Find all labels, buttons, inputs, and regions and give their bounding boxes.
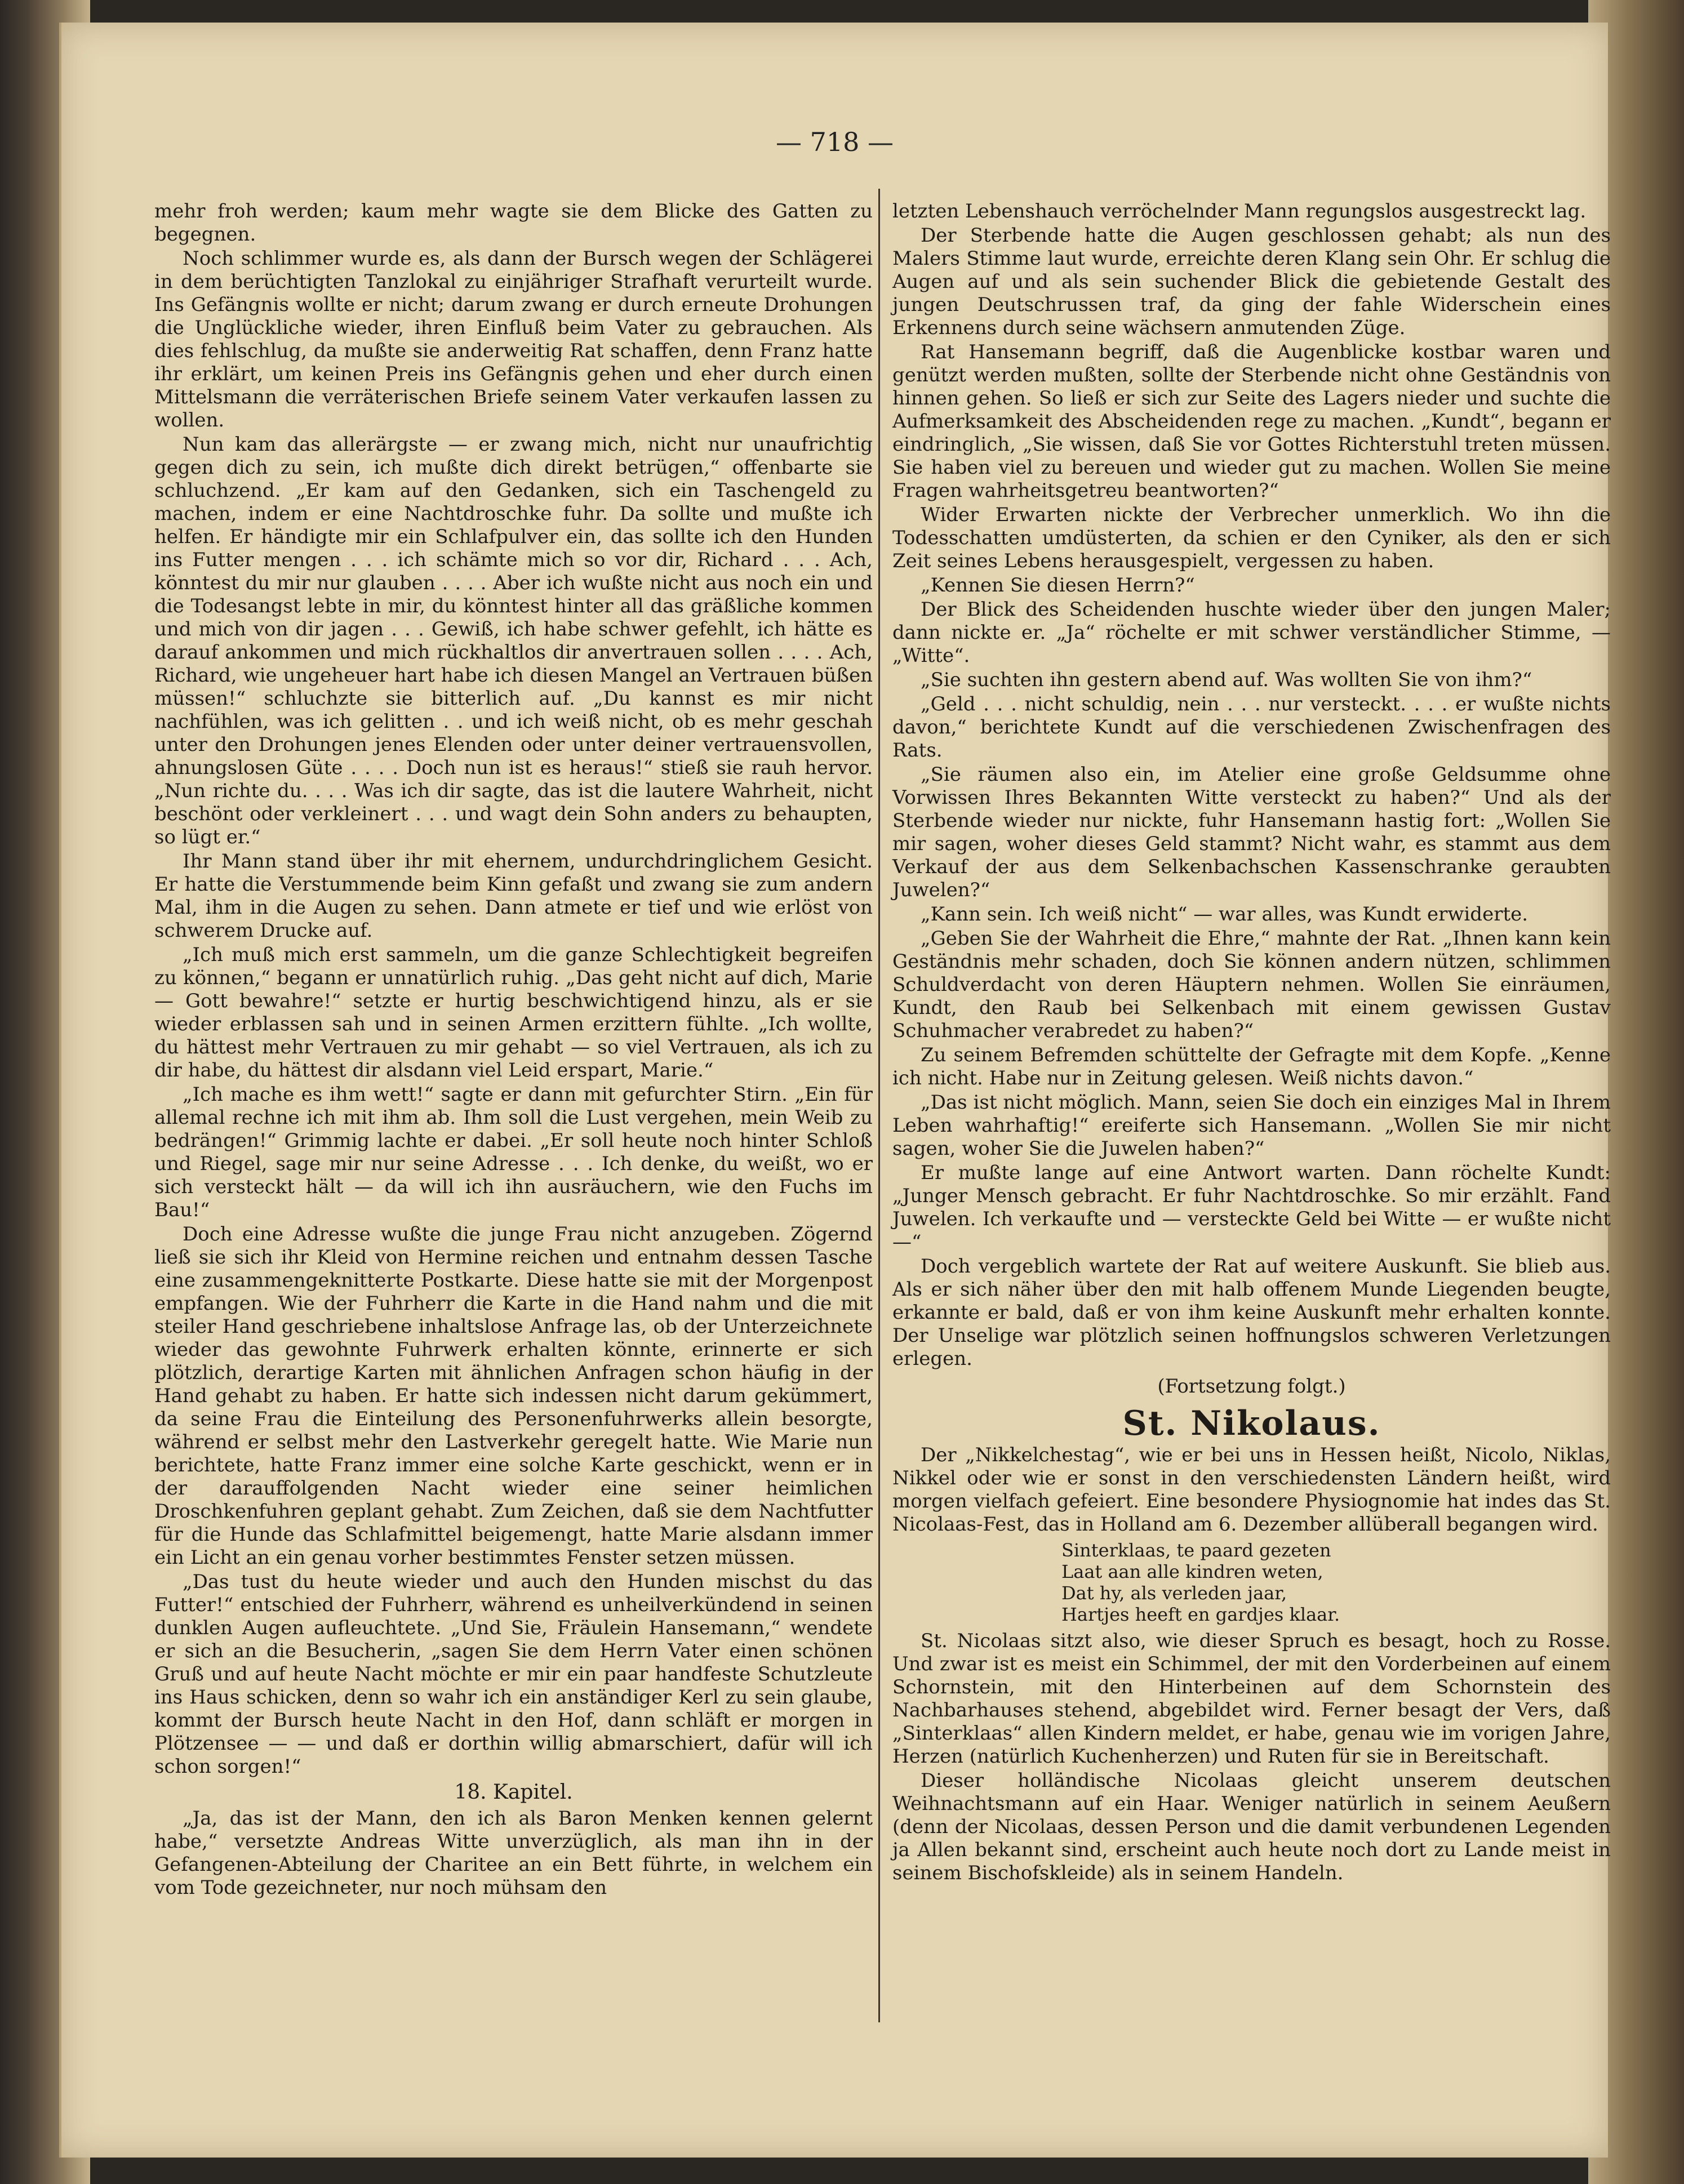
paragraph: „Das ist nicht möglich. Mann, seien Sie doch ein einziges Mal in Ihrem Leben wahrhaftig!“ ereiferte sich Hansemann. „Wollen Sie mir nicht sagen, woher Sie die Juwelen haben?“ <box>892 1091 1611 1160</box>
verse-line: Laat aan alle kindren weten, <box>1061 1561 1323 1582</box>
paragraph: „Sie suchten ihn gestern abend auf. Was wollten Sie von ihm?“ <box>921 669 1532 691</box>
paragraph: „Ich mache es ihm wett!“ sagte er dann mit gefurchter Stirn. „Ein für allemal rechne ich mit ihm ab. Ihm soll die Lust vergehen, mein Weib zu bedrängen!“ Grimmig lachte er dabei. „Er soll heute noch hinter Schloß und Riegel, sage mir nur seine Adresse . . . Ich denke, du weißt, wo er sich versteckt hält — da will ich ihn ausräuchern, wie den Fuchs im Bau!“ <box>154 1083 873 1221</box>
paragraph: St. Nicolaas sitzt also, wie dieser Spruch es besagt, hoch zu Rosse. Und zwar ist es meist ein Schimmel, der mit den Vorderbeinen auf einem Schornstein, mit den Hinterbeinen auf dem Schornstein des Nachbarhauses stehend, abgebildet wird. Ferner besagt der Vers, daß „Sinterklaas“ allen Kindern meldet, er habe, genau wie im vorigen Jahre, Herzen (natürlich Kuchenherzen) und Ruten für sie in Bereitschaft. <box>892 1630 1611 1768</box>
paragraph: Der Blick des Scheidenden huschte wieder über den jungen Maler; dann nickte er. „Ja“ röchelte er mit schwer verständlicher Stimme, — „Witte“. <box>892 598 1611 667</box>
paragraph: mehr froh werden; kaum mehr wagte sie dem Blicke des Gatten zu begegnen. <box>154 200 873 246</box>
paragraph: „Das tust du heute wieder und auch den Hunden mischst du das Futter!“ entschied der Fuhrherr, während es unheilverkündend in seinen dunklen Augen aufleuchtete. „Und Sie, Fräulein Hansemann,“ wendete er sich an die Besucherin, „sagen Sie dem Herrn Vater einen schönen Gruß und auf heute Nacht möchte er mir ein paar handfeste Schutzleute ins Haus schicken, denn so wahr ich ein anständiger Kerl zu sein glaube, kommt der Bursch heute Nacht in den Hof, dann schläft er morgen in Plötzensee — — und daß er dorthin willig abmarschiert, dafür will ich schon sorgen!“ <box>154 1571 873 1778</box>
article-intro <box>892 1444 1611 1536</box>
paragraph: „Ja, das ist der Mann, den ich als Baron Menken kennen gelernt habe,“ versetzte Andreas Witte unverzüglich, als man ihn in der Gefangenen-Abteilung der Charitee an ein Bett führte, in welchem ein vom Tode gezeichneter, nur noch mühsam den <box>154 1807 873 1899</box>
paragraph: Dieser holländische Nicolaas gleicht unserem deutschen Weihnachtsmann auf ein Haar. Weniger natürlich in seinem Aeußern (denn der Nicolaas, dessen Person und die damit verbundenen Legenden ja Allen bekannt sind, erscheint auch heute noch dort zu Lande meist in seinem Bischofskleide) als in seinem Handeln. <box>892 1769 1611 1884</box>
paragraph: Nun kam das allerärgste — er zwang mich, nicht nur unaufrichtig gegen dich zu sein, ich mußte dich direkt betrügen,“ offenbarte sie schluchzend. „Er kam auf den Gedanken, sich ein Taschengeld zu machen, indem er eine Nachtdroschke fuhr. Da sollte und mußte ich helfen. Er händigte mir ein Schlafpulver ein, das sollte ich den Hunden ins Futter mengen . . . ich schämte mich so vor dir, Richard . . . Ach, könntest du mir nur glauben . . . . Aber ich wußte nicht aus noch ein und die Todesangst lebte in mir, du könntest hinter all das gräßliche kommen und mich von dir jagen . . . Gewiß, ich habe schwer gefehlt, ich hätte es darauf ankommen und mich rückhaltlos dir anvertrauen sollen . . . . Ach, Richard, wie ungeheuer hart habe ich diesen Mangel an Vertrauen büßen müssen!“ schluchzte sie bitterlich auf. „Du kannst es mir nicht nachfühlen, was ich gelitten . . und ich weiß nicht, ob es mehr geschah unter den Drohungen jenes Elenden oder unter deiner vertrauensvollen, ahnungslosen Güte . . . . Doch nun ist es heraus!“ stieß sie rauh hervor. „Nun richte du. . . . Was ich dir sagte, das ist die lautere Wahrheit, nicht beschönt oder verkleinert . . . und wagt dein Sohn anders zu behaupten, so lügt er.“ <box>154 433 873 848</box>
paragraph: „Kann sein. Ich weiß nicht“ — war alles, was Kundt erwiderte. <box>921 903 1529 926</box>
verse-line: Dat hy, als verleden jaar, <box>1061 1582 1287 1604</box>
left-column <box>154 200 873 1901</box>
left-column-chapter-text <box>154 1807 873 1900</box>
paragraph: Der „Nikkelchestag“, wie er bei uns in Hessen heißt, Nicolo, Niklas, Nikkel oder wie er sonst in den verschiedensten Ländern heißt, wird morgen vielfach gefeiert. Eine besondere Physiognomie hat indes das St. Nicolaas-Fest, das in Holland am 6. Dezember allüberall begangen wird. <box>892 1444 1611 1536</box>
paragraph: Er mußte lange auf eine Antwort warten. Dann röchelte Kundt: „Junger Mensch gebracht. Er fuhr Nachtdroschke. So mir erzählt. Fand Juwelen. Ich verkaufte und — versteckte Geld bei Witte — er wußte nicht —“ <box>892 1162 1611 1253</box>
paragraph: Doch vergeblich wartete der Rat auf weitere Auskunft. Sie blieb aus. Als er sich näher über den mit halb offenem Munde Liegenden beugte, erkannte er bald, daß er von ihm keine Auskunft mehr erhalten konnte. Der Unselige war plötzlich seinen hoffnungslos schweren Verletzungen erlegen. <box>892 1255 1611 1370</box>
paragraph: Zu seinem Befremden schüttelte der Gefragte mit dem Kopfe. „Kenne ich nicht. Habe nur in Zeitung gelesen. Weiß nichts davon.“ <box>892 1044 1611 1089</box>
paragraph: Rat Hansemann begriff, daß die Augenblicke kostbar waren und genützt werden mußten, sollte der Sterbende nicht ohne Geständnis von hinnen gehen. So ließ er sich zur Seite des Lagers nieder und suchte die Aufmerksamkeit des Abscheidenden rege zu machen. „Kundt“, begann er eindringlich, „Sie wissen, daß Sie vor Gottes Richterstuhl treten müssen. Sie haben viel zu bereuen und wieder gut zu machen. Wollen Sie meine Fragen wahrheitsgetreu beantworten?“ <box>892 341 1611 502</box>
right-column-paragraphs <box>892 200 1611 1371</box>
verse-line: Sinterklaas, te paard gezeten <box>1061 1540 1331 1561</box>
continuation-note: (Fortsetzung folgt.) <box>1157 1375 1346 1398</box>
paragraph: Noch schlimmer wurde es, als dann der Bursch wegen der Schlägerei in dem berüchtigten Tanzlokal zu einjähriger Strafhaft verurteilt wurde. Ins Gefängnis wollte er nicht; darum zwang er durch erneute Drohungen die Unglückliche wieder, ihren Einfluß beim Vater zu gebrauchen. Als dies fehlschlug, da mußte sie anderweitig Rat schaffen, denn Franz hatte ihr erklärt, um keinen Preis ins Gefängnis gehen und eher durch einen Mittelsmann die verräterischen Briefe seinem Vater verkaufen lassen zu wollen. <box>154 247 873 432</box>
paragraph: „Geben Sie der Wahrheit die Ehre,“ mahnte der Rat. „Ihnen kann kein Geständnis mehr schaden, doch Sie können andern nützen, schlimmen Schuldverdacht von deren Häuptern nehmen. Wollen Sie einräumen, Kundt, den Raub bei Selkenbach mit einem gewissen Gustav Schuhmacher verabredet zu haben?“ <box>892 927 1611 1042</box>
paragraph: „Sie räumen also ein, im Atelier eine große Geldsumme ohne Vorwissen Ihres Bekannten Witte versteckt zu haben?“ Und als der Sterbende wieder nur nickte, fuhr Hansemann hastig fort: „Wollen Sie mir sagen, woher dieses Geld stammt? Nicht wahr, es stammt aus dem Verkauf der aus dem Selkenbachschen Kassenschranke geraubten Juwelen?“ <box>892 763 1611 901</box>
paragraph: „Kennen Sie diesen Herrn?“ <box>921 574 1195 597</box>
paragraph: Ihr Mann stand über ihr mit ehernem, undurchdringlichem Gesicht. Er hatte die Verstummende beim Kinn gefaßt und zwang sie zum andern Mal, ihm in die Augen zu sehen. Dann atmete er tief und wie erlöst von schwerem Drucke auf. <box>154 850 873 942</box>
page-number: — 718 — <box>775 127 894 157</box>
column-divider <box>878 189 880 2022</box>
paragraph: „Geld . . . nicht schuldig, nein . . . nur versteckt. . . . er wußte nichts davon,“ berichtete Kundt auf die verschiedenen Zwischenfragen des Rats. <box>892 693 1611 762</box>
right-column <box>892 200 1611 1886</box>
paragraph: Doch eine Adresse wußte die junge Frau nicht anzugeben. Zögernd ließ sie sich ihr Kleid von Hermine reichen und entnahm dessen Tasche eine zusammengeknitterte Postkarte. Diese hatte sie mit der Morgenpost empfangen. Wie der Fuhrherr die Karte in die Hand nahm und die mit steiler Hand geschriebene inhaltslose Anfrage las, ob der Unterzeichnete wieder das gewohnte Fuhrwerk erhalten könnte, erinnerte er sich plötzlich, derartige Karten mit ähnlichen Anfragen schon häufig in der Hand gehabt zu haben. Er hatte sich indessen nicht darum gekümmert, da seine Frau die Einteilung des Personenfuhrwerks allein besorgte, während er selbst mehr den Lastverkehr geregelt hatte. Wie Marie nun berichtete, hatte Franz immer eine solche Karte geschickt, wenn er in der darauffolgenden Nacht wieder eine seiner heimlichen Droschkenfuhren geplant gehabt. Zum Zeichen, daß sie dem Nachtfutter für die Hunde das Schlafmittel beigemengt, hatte Marie alsdann immer ein Licht an ein genau vorher bestimmtes Fenster setzen müssen. <box>154 1223 873 1569</box>
paragraph: Wider Erwarten nickte der Verbrecher unmerklich. Wo ihn die Todesschatten umdüsterten, da schien er den Cyniker, als den er sich Zeit seines Lebens herausgespielt, vergessen zu haben. <box>892 504 1611 572</box>
paragraph: letzten Lebenshauch verröchelnder Mann regungslos ausgestreckt lag. <box>892 200 1587 223</box>
article-body <box>892 1630 1611 1885</box>
newspaper-page <box>59 23 1611 2158</box>
article-title: St. Nikolaus. <box>1122 1404 1381 1443</box>
left-column-paragraphs <box>154 200 873 1778</box>
verse-line: Hartjes heeft en gardjes klaar. <box>1061 1604 1340 1625</box>
paragraph: „Ich muß mich erst sammeln, um die ganze Schlechtigkeit begreifen zu können,“ begann er unnatürlich ruhig. „Das geht nicht auf dich, Marie — Gott bewahre!“ setzte er hurtig beschwichtigend hinzu, als er sie wieder erblassen sah und in seinen Armen erzittern fühlte. „Ich wollte, du hättest mehr Vertrauen zu mir gehabt — so viel Vertrauen, als ich zu dir habe, du hättest dir alsdann viel Leid erspart, Marie.“ <box>154 944 873 1082</box>
chapter-heading: 18. Kapitel. <box>454 1781 573 1804</box>
paragraph: Der Sterbende hatte die Augen geschlossen gehabt; als nun des Malers Stimme laut wurde, erreichte deren Klang sein Ohr. Er schlug die Augen auf und als sein suchender Blick die gebietende Gestalt des jungen Deutschrussen traf, da ging der fahle Widerschein eines Erkennens durch seine wächsern anmutenden Züge. <box>892 224 1611 339</box>
dutch-verse <box>1061 1540 1611 1625</box>
